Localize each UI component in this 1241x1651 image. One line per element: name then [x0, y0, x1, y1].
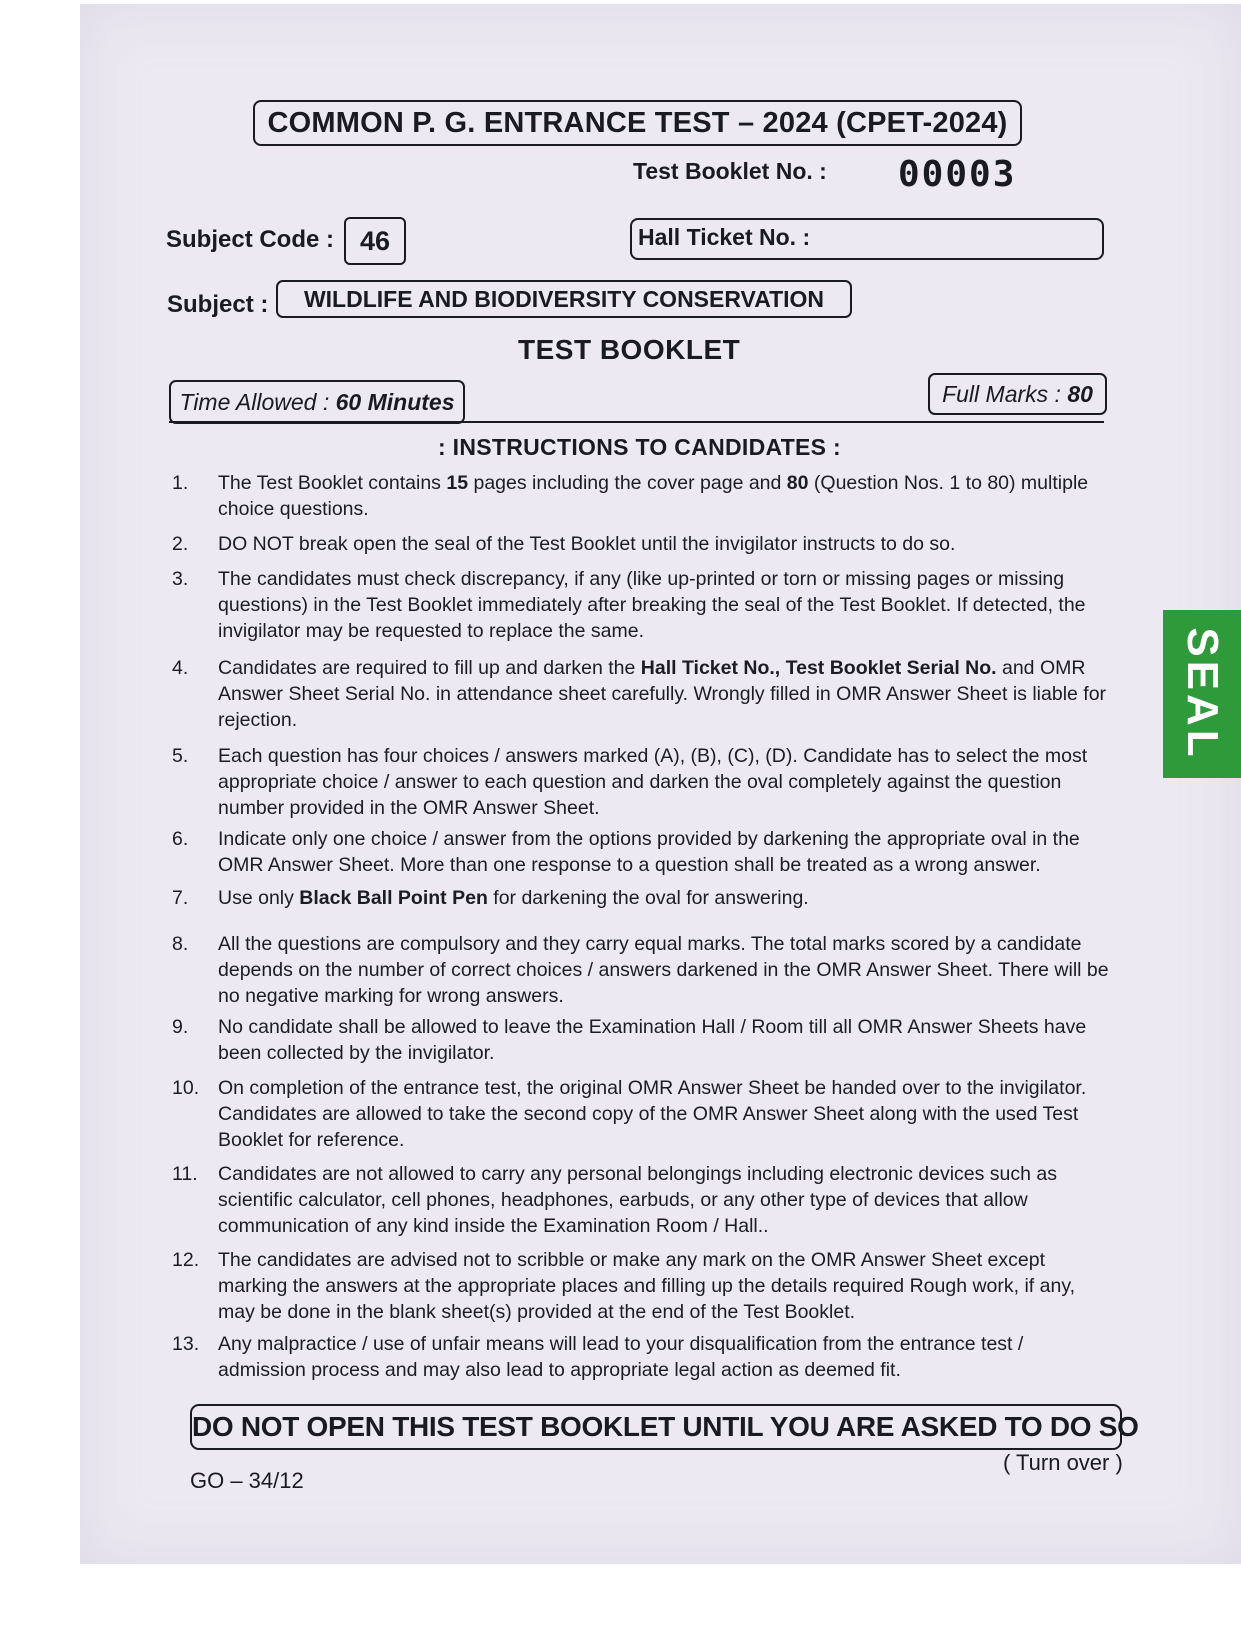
instructions-heading: : INSTRUCTIONS TO CANDIDATES : [438, 434, 841, 460]
instruction-fragment: The Test Booklet contains [218, 472, 447, 494]
instruction-number: 8. [172, 933, 189, 955]
instruction-emphasis: Hall Ticket No., Test Booklet Serial No. [640, 657, 997, 679]
instruction-item [172, 1331, 1112, 1383]
instruction-text [218, 1075, 1112, 1153]
instruction-number: 2. [172, 533, 189, 555]
instruction-fragment: The candidates are advised not to scribble or make any mark on the OMR Answer Sheet except marking the answers at the appropriate places and filling up the details required Rough work, if any, may be done in the blank sheet(s) provided at the end of the Test Booklet. [218, 1249, 1076, 1323]
instruction-emphasis: Black Ball Point Pen [299, 887, 488, 909]
instruction-fragment: Indicate only one choice / answer from the options provided by darkening the appropriate oval in the OMR Answer Sheet. More than one response to a question shall be treated as a wrong answer. [218, 828, 1080, 876]
booklet-code: GO – 34/12 [190, 1468, 304, 1493]
instruction-fragment: On completion of the entrance test, the original OMR Answer Sheet be handed over to the invigilator. Candidates are allowed to take the second copy of the OMR Answer Sheet along with the used Test Booklet for reference. [218, 1077, 1087, 1151]
booklet-heading: TEST BOOKLET [518, 334, 741, 365]
instruction-item [172, 1161, 1112, 1239]
instruction-text [218, 885, 1112, 911]
instruction-text [218, 1331, 1112, 1383]
instruction-emphasis: 15 [446, 472, 469, 494]
time-allowed-label: Time Allowed : [179, 389, 330, 415]
full-marks-label: Full Marks : [942, 381, 1061, 407]
instruction-number: 3. [172, 568, 189, 590]
instruction-number: 9. [172, 1016, 189, 1038]
instruction-text [218, 826, 1112, 878]
instruction-text [218, 1161, 1112, 1239]
instruction-fragment: Each question has four choices / answers marked (A), (B), (C), (D). Candidate has to select the most appropriate choice / answer to each question and darken the oval completely against the question number provided in the OMR Answer Sheet. [218, 745, 1088, 819]
instruction-fragment: (Question Nos. 1 to 80) multiple choice questions. [218, 472, 1089, 520]
instruction-fragment: Any malpractice / use of unfair means will lead to your disqualification from the entrance test / admission process and may also lead to appropriate legal action as deemed fit. [218, 1333, 1024, 1381]
instruction-fragment: pages including the cover page and [468, 472, 787, 494]
instruction-item [172, 826, 1112, 878]
instruction-item [172, 743, 1112, 821]
instruction-number: 10. [172, 1077, 200, 1099]
instruction-number: 6. [172, 828, 189, 850]
instruction-text [218, 931, 1112, 1009]
do-not-open-warning: DO NOT OPEN THIS TEST BOOKLET UNTIL YOU ARE ASKED TO DO SO [190, 1404, 1122, 1450]
instruction-number: 12. [172, 1249, 200, 1271]
instruction-item [172, 885, 1112, 911]
divider [169, 421, 1104, 423]
instruction-number: 7. [172, 887, 189, 909]
subject-code-value: 46 [344, 217, 406, 265]
full-marks [928, 373, 1107, 415]
hall-ticket-label: Hall Ticket No. : [638, 224, 811, 250]
instruction-text [218, 743, 1112, 821]
instruction-text [218, 531, 1112, 557]
instruction-item [172, 1247, 1112, 1325]
instruction-text [218, 655, 1112, 733]
instruction-number: 1. [172, 472, 189, 494]
subject-label: Subject : [167, 291, 269, 318]
instruction-item [172, 566, 1112, 644]
exam-title: COMMON P. G. ENTRANCE TEST – 2024 (CPET-2024) [253, 100, 1022, 146]
instruction-fragment: All the questions are compulsory and they carry equal marks. The total marks scored by a candidate depends on the number of correct choices / answers darkened in the OMR Answer Sheet. There will be no negative marking for wrong answers. [218, 933, 1109, 1007]
instruction-item [172, 931, 1112, 1009]
instruction-fragment: Candidates are not allowed to carry any personal belongings including electronic devices such as scientific calculator, cell phones, headphones, earbuds, or any other type of devices that allow communication of any kind inside the Examination Room / Hall.. [218, 1163, 1057, 1237]
instruction-item [172, 1075, 1112, 1153]
instruction-item [172, 655, 1112, 733]
instruction-fragment: Candidates are required to fill up and darken the [218, 657, 641, 679]
instruction-fragment: The candidates must check discrepancy, if any (like up-printed or torn or missing pages or missing questions) in the Test Booklet immediately after breaking the seal of the Test Booklet. If detected, the invigilator may be requested to replace the same. [218, 568, 1086, 642]
instruction-emphasis: 80 [786, 472, 809, 494]
instruction-fragment: Use only [218, 887, 300, 909]
instruction-item [172, 531, 1112, 557]
turn-over-note: ( Turn over ) [1003, 1450, 1123, 1475]
instruction-text [218, 1247, 1112, 1325]
hall-ticket-field[interactable] [630, 218, 1104, 260]
instruction-item [172, 1014, 1112, 1066]
booklet-number-value: 00003 [898, 154, 1017, 195]
instruction-fragment: DO NOT break open the seal of the Test Booklet until the invigilator instructs to do so. [218, 533, 956, 555]
seal-tab [1163, 610, 1241, 778]
instruction-fragment: and OMR Answer Sheet Serial No. in attendance sheet carefully. Wrongly filled in OMR Answer Sheet is liable for rejection. [218, 657, 1107, 731]
full-marks-value: 80 [1067, 381, 1093, 407]
subject-value: WILDLIFE AND BIODIVERSITY CONSERVATION [276, 280, 852, 318]
instruction-fragment: No candidate shall be allowed to leave the Examination Hall / Room till all OMR Answer Sheets have been collected by the invigilator. [218, 1016, 1087, 1064]
booklet-number-label: Test Booklet No. : [633, 158, 827, 184]
subject-code-label: Subject Code : [166, 226, 335, 253]
instruction-item [172, 470, 1112, 522]
instruction-text [218, 1014, 1112, 1066]
instruction-number: 11. [172, 1163, 198, 1185]
instruction-text [218, 566, 1112, 644]
time-allowed [169, 380, 465, 424]
instruction-text [218, 470, 1112, 522]
instruction-number: 5. [172, 745, 189, 767]
instruction-number: 4. [172, 657, 189, 679]
instruction-fragment: for darkening the oval for answering. [487, 887, 809, 909]
time-allowed-value: 60 Minutes [335, 389, 455, 415]
seal-label: SEAL [1178, 627, 1227, 761]
instruction-number: 13. [172, 1333, 200, 1355]
